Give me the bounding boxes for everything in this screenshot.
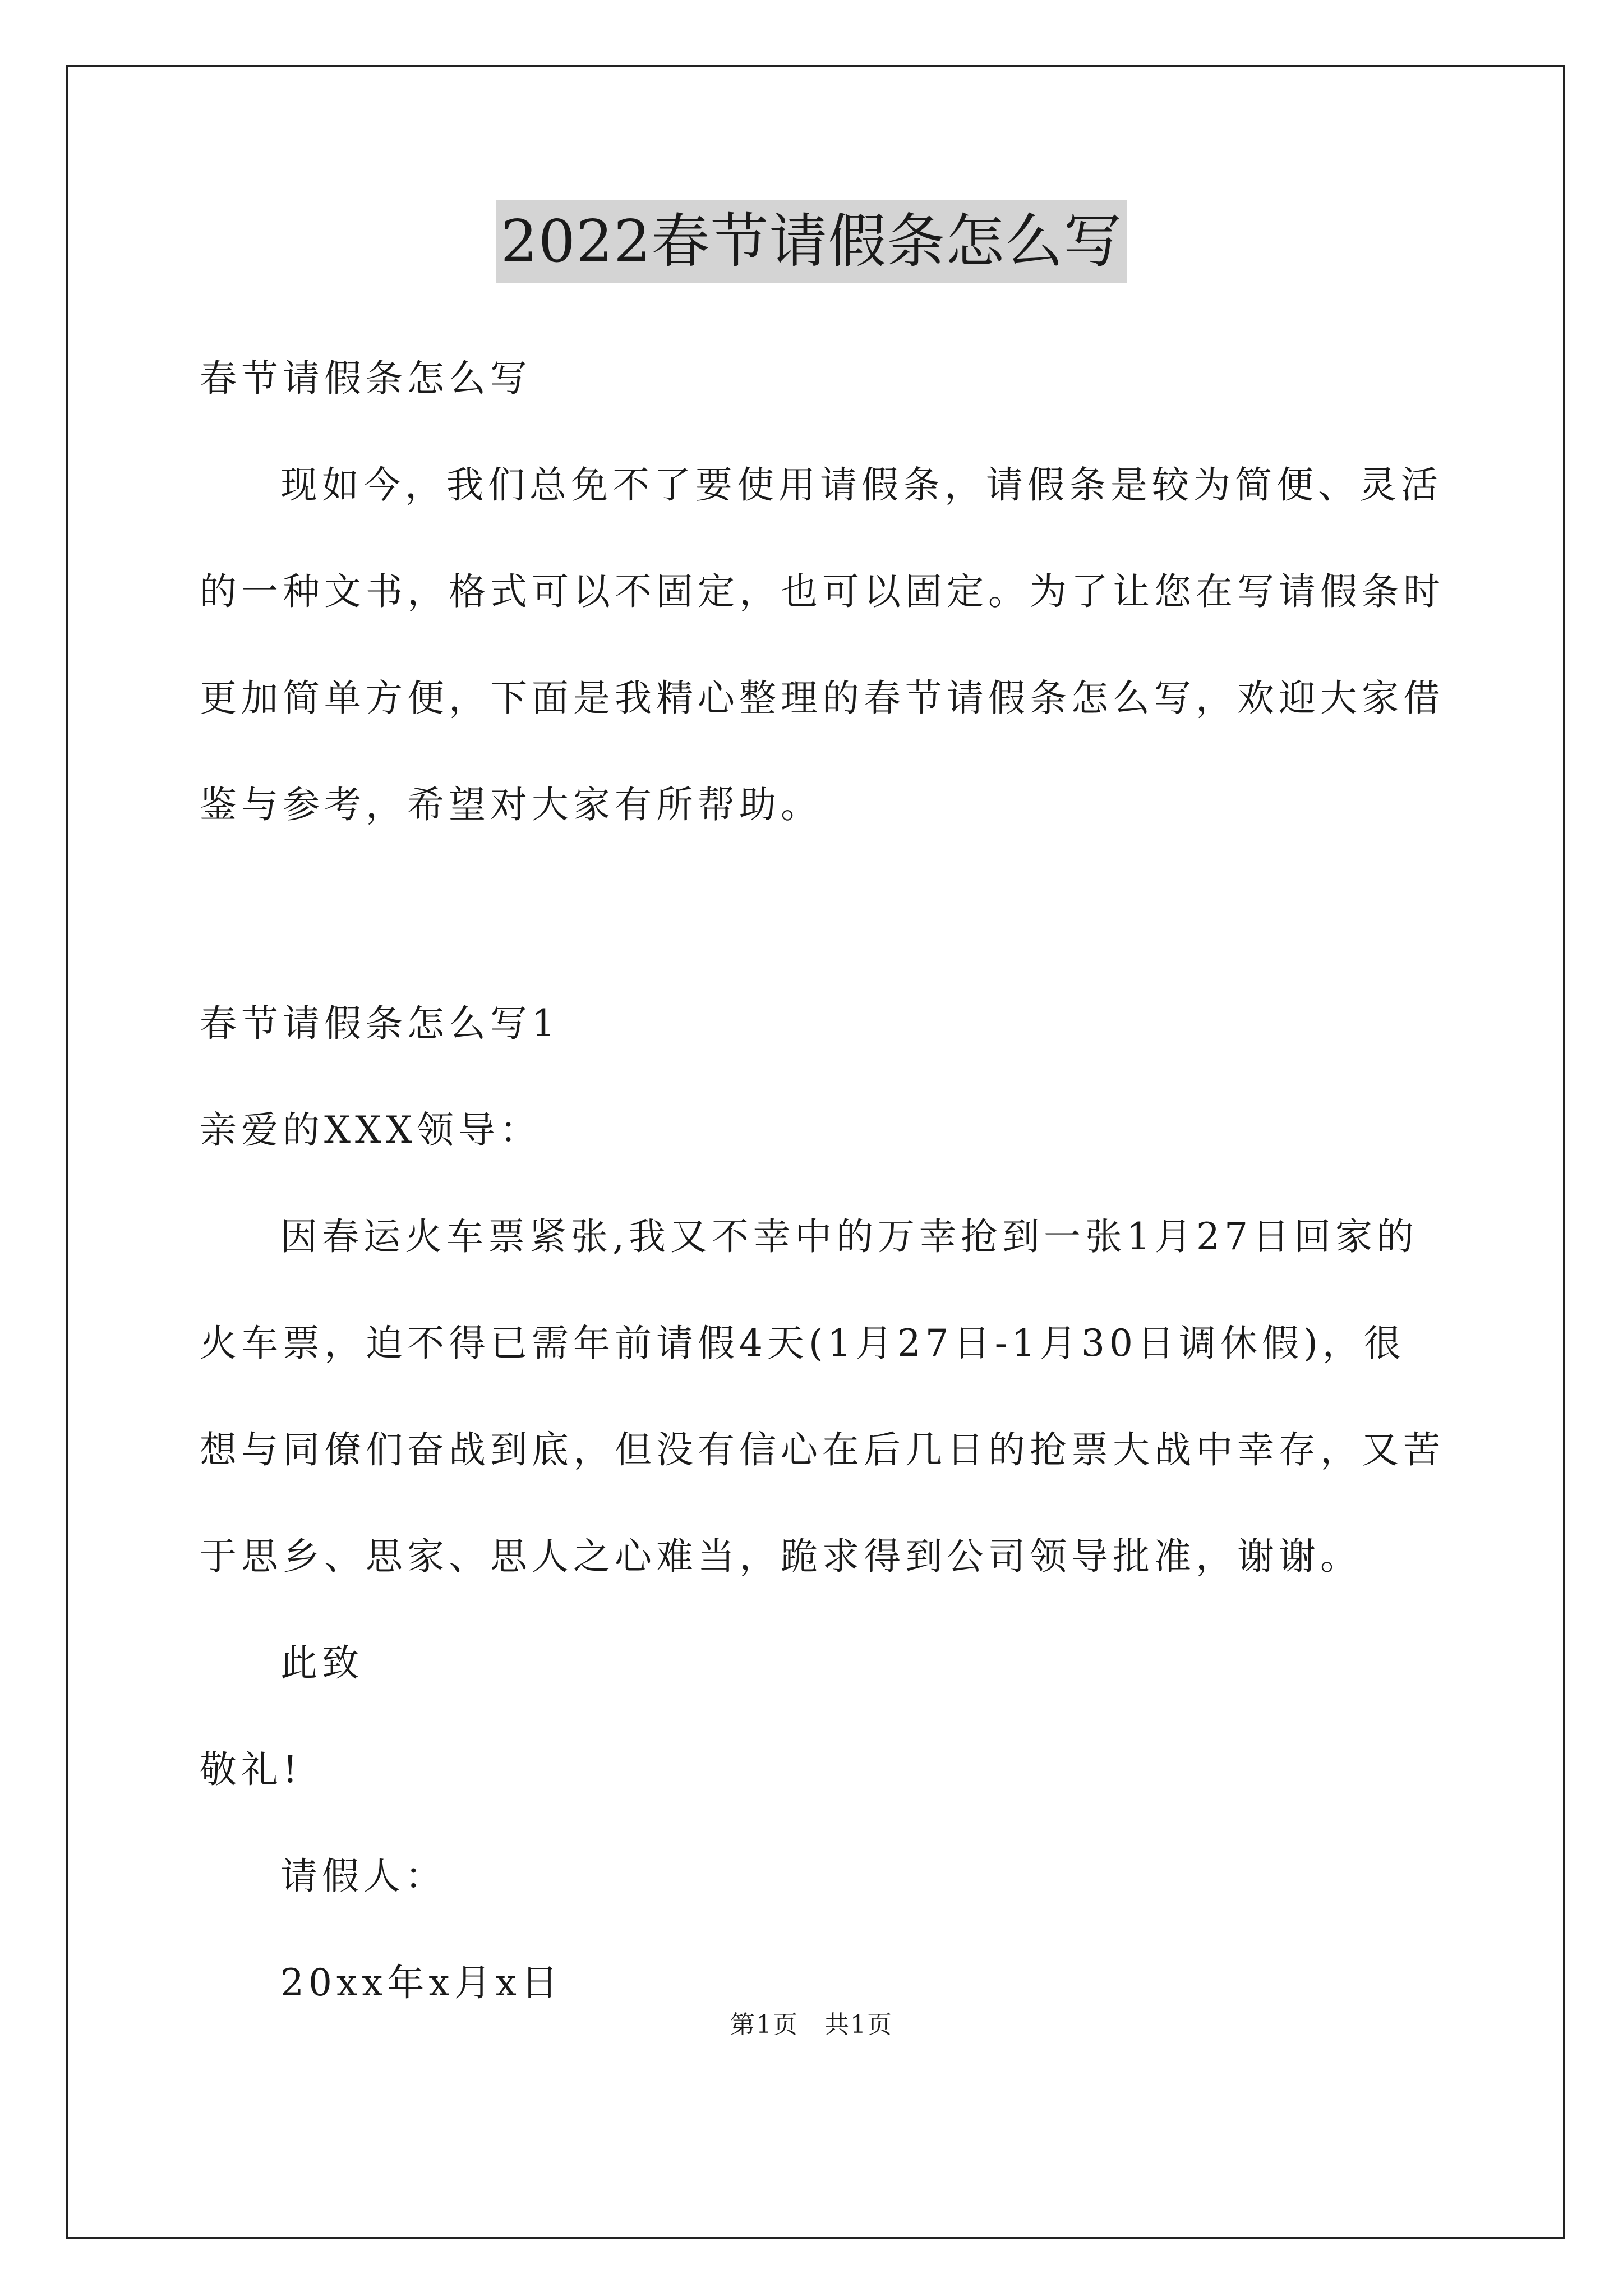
title-container (0, 200, 1623, 283)
document-title: 2022春节请假条怎么写 (496, 200, 1127, 283)
date-line: 20xx年x月x日 (280, 1961, 562, 2004)
intro-line: 鉴与参考，希望对大家有所帮助。 (200, 783, 822, 826)
intro-line: 更加简单方便，下面是我精心整理的春节请假条怎么写，欢迎大家借 (200, 677, 1445, 720)
intro-line: 现如今，我们总免不了要使用请假条，请假条是较为简便、灵活 (280, 463, 1442, 507)
subtitle: 春节请假条怎么写 (200, 357, 532, 400)
body-line: 因春运火车票紧张,我又不幸中的万幸抢到一张1月27日回家的 (280, 1215, 1418, 1258)
closing-line-1: 此致 (280, 1641, 363, 1685)
intro-line: 的一种文书，格式可以不固定，也可以固定。为了让您在写请假条时 (200, 570, 1445, 613)
body-line: 想与同僚们奋战到底，但没有信心在后几日的抢票大战中幸存，又苦 (200, 1428, 1445, 1471)
page-footer: 第1页 共1页 (730, 2010, 893, 2039)
greeting: 亲爱的XXX领导： (200, 1108, 541, 1152)
body-line: 于思乡、思家、思人之心难当，跪求得到公司领导批准，谢谢。 (200, 1535, 1362, 1578)
signature-label: 请假人： (280, 1855, 446, 1898)
section-title: 春节请假条怎么写1 (200, 1002, 560, 1045)
closing-line-2: 敬礼! (200, 1748, 302, 1791)
body-line: 火车票，迫不得已需年前请假4天(1月27日-1月30日调休假)，很 (200, 1322, 1405, 1365)
